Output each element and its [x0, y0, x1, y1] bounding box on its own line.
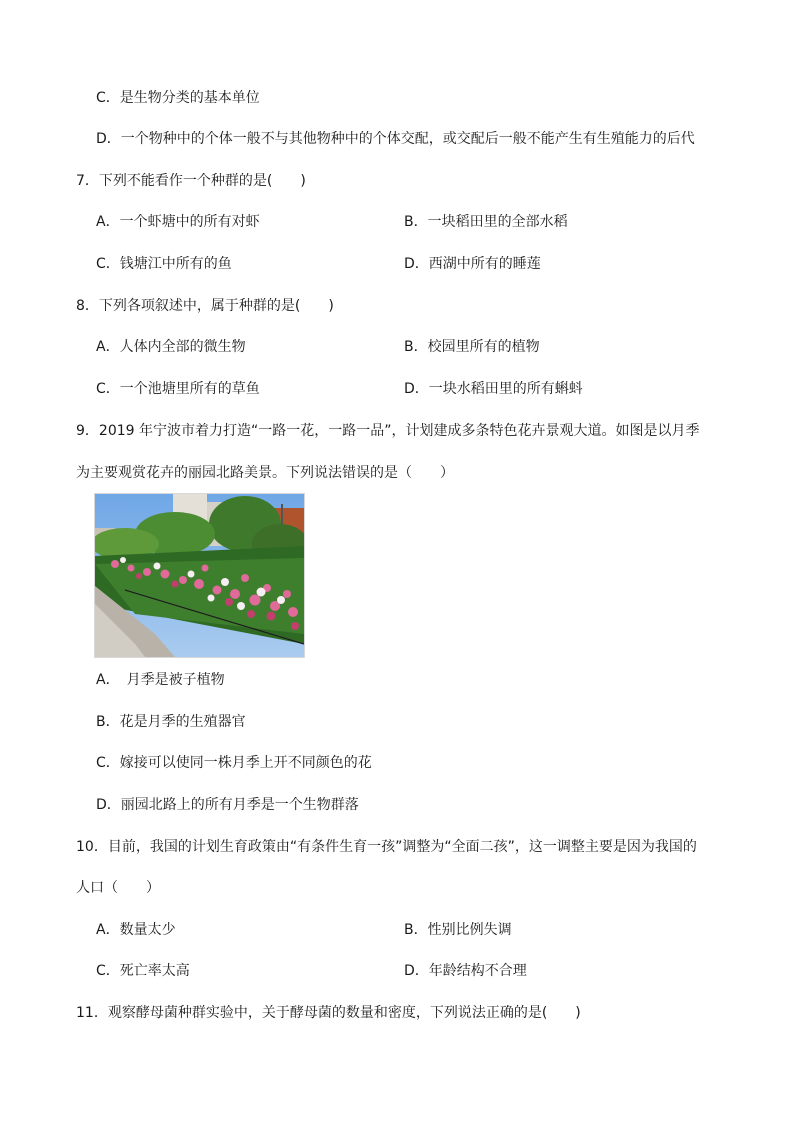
question-10-option-b: B．性别比例失调	[404, 922, 512, 938]
question-10-stem-line1: 10．目前，我国的计划生育政策由“有条件生育一孩”调整为“全面二孩”，这一调整主要是因为我国的	[76, 839, 697, 855]
question-8-stem: 8．下列各项叙述中，属于种群的是( )	[76, 298, 334, 314]
question-10-option-c: C．死亡率太高	[96, 963, 190, 979]
question-10-option-a: A．数量太少	[96, 922, 176, 938]
question-8-option-c: C．一个池塘里所有的草鱼	[96, 381, 260, 397]
question-8-option-b: B．校园里所有的植物	[404, 339, 540, 355]
question-7-option-c: C．钱塘江中所有的鱼	[96, 256, 232, 272]
question-7-option-a: A．一个虾塘中的所有对虾	[96, 214, 260, 230]
question-9-option-a: A． 月季是被子植物	[96, 672, 225, 688]
question-11-stem: 11．观察酵母菌种群实验中，关于酵母菌的数量和密度，下列说法正确的是( )	[76, 1005, 581, 1021]
question-9-stem-line2: 为主要观赏花卉的丽园北路美景。下列说法错误的是（ ）	[76, 465, 454, 481]
question-10-option-d: D．年龄结构不合理	[404, 963, 527, 979]
option-c: C．是生物分类的基本单位	[96, 90, 260, 106]
question-9-option-d: D．丽园北路上的所有月季是一个生物群落	[96, 797, 359, 813]
question-9-stem-line1: 9．2019 年宁波市着力打造“一路一花，一路一品”，计划建成多条特色花卉景观大道。如图是以月季	[76, 423, 700, 439]
question-9-option-c: C．嫁接可以使同一株月季上开不同颜色的花	[96, 755, 372, 771]
question-7-option-d: D．西湖中所有的睡莲	[404, 256, 541, 272]
option-d: D．一个物种中的个体一般不与其他物种中的个体交配，或交配后一般不能产生有生殖能力的后代	[96, 131, 695, 147]
question-8-option-a: A．人体内全部的微生物	[96, 339, 246, 355]
rose-street-photo	[94, 493, 305, 658]
question-7-stem: 7．下列不能看作一个种群的是( )	[76, 173, 306, 189]
question-8-option-d: D．一块水稻田里的所有蝌蚪	[404, 381, 583, 397]
question-10-stem-line2: 人口（ ）	[76, 880, 160, 896]
question-7-option-b: B．一块稻田里的全部水稻	[404, 214, 568, 230]
question-9-option-b: B．花是月季的生殖器官	[96, 714, 246, 730]
